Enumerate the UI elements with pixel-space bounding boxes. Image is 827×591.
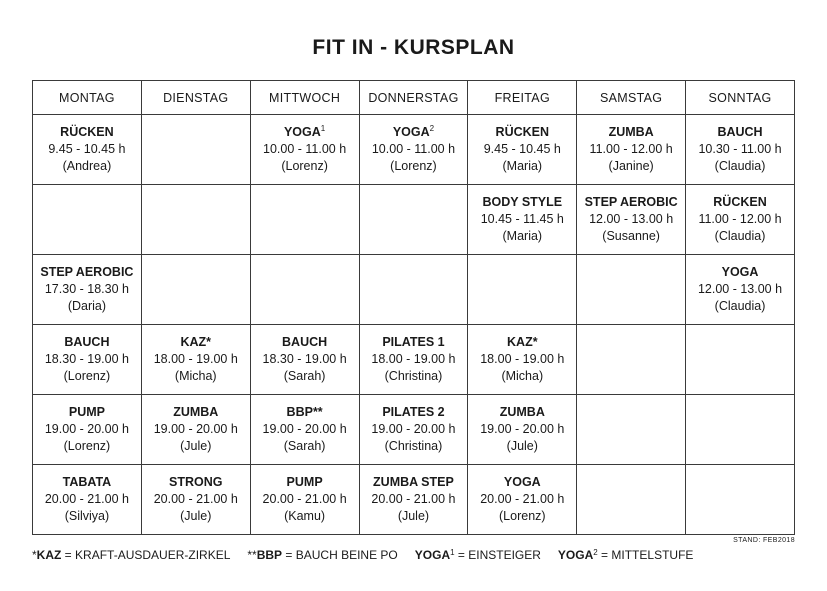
course-trainer: (Claudia) — [714, 159, 766, 173]
course-cell — [250, 325, 359, 395]
course-time: 20.00 - 21.00 h — [371, 492, 456, 506]
empty-cell — [577, 395, 686, 465]
course-name: YOGA$^2$ — [392, 124, 435, 139]
course-time: 18.00 - 19.00 h — [371, 352, 456, 366]
course-trainer: (Christina) — [384, 439, 443, 453]
legend-item: *KAZ = KRAFT-AUSDAUER-ZIRKEL — [32, 548, 231, 562]
empty-cell — [141, 255, 250, 325]
empty-cell — [686, 325, 795, 395]
course-name: ZUMBA — [499, 405, 545, 419]
course-name: STEP AEROBIC — [584, 195, 678, 209]
course-cell — [468, 115, 577, 185]
day-header: DONNERSTAG — [359, 81, 468, 115]
course-time: 20.00 - 21.00 h — [262, 492, 347, 506]
course-name: PUMP — [68, 405, 105, 419]
course-name: BODY STYLE — [482, 195, 563, 209]
table-row — [33, 255, 795, 325]
course-time: 19.00 - 20.00 h — [480, 422, 565, 436]
empty-cell — [141, 115, 250, 185]
day-header: SONNTAG — [686, 81, 795, 115]
table-row — [33, 325, 795, 395]
day-header: MITTWOCH — [250, 81, 359, 115]
page-title: FIT IN - KURSPLAN — [312, 36, 515, 59]
legend-item: **BBP = BAUCH BEINE PO — [247, 548, 398, 562]
course-trainer: (Daria) — [67, 299, 107, 313]
day-header-row — [33, 81, 795, 115]
course-trainer: (Jule) — [397, 509, 430, 523]
course-time: 18.30 - 19.00 h — [262, 352, 347, 366]
day-header: SAMSTAG — [577, 81, 686, 115]
course-time: 20.00 - 21.00 h — [44, 492, 129, 506]
course-cell — [468, 185, 577, 255]
course-trainer: (Silviya) — [64, 509, 110, 523]
course-trainer: (Jule) — [180, 509, 212, 523]
course-trainer: (Lorenz) — [63, 439, 111, 453]
course-cell — [250, 115, 359, 185]
course-cell — [686, 255, 795, 325]
empty-cell — [577, 255, 686, 325]
course-time: 18.00 - 19.00 h — [153, 352, 238, 366]
course-level-sup: 1 — [320, 124, 326, 133]
course-time: 17.30 - 18.30 h — [44, 282, 129, 296]
course-trainer: (Janine) — [608, 159, 654, 173]
table-row — [33, 185, 795, 255]
table-row — [33, 395, 795, 465]
day-header: DIENSTAG — [141, 81, 250, 115]
course-cell — [686, 185, 795, 255]
table-row — [33, 465, 795, 535]
course-name: BAUCH — [717, 125, 763, 139]
legend-item: $YOGA^2$ = MITTELSTUFE — [557, 548, 694, 562]
course-trainer: (Kamu) — [284, 509, 326, 523]
course-name: ZUMBA STEP — [373, 475, 454, 489]
course-name: ZUMBA — [608, 125, 654, 139]
course-cell — [33, 465, 142, 535]
day-header: MONTAG — [33, 81, 142, 115]
course-trainer: (Susanne) — [602, 229, 660, 243]
course-time: 18.00 - 19.00 h — [480, 352, 565, 366]
course-cell — [33, 255, 142, 325]
course-name: PUMP — [286, 475, 323, 489]
course-trainer: (Lorenz) — [390, 159, 437, 173]
empty-cell — [359, 185, 468, 255]
empty-cell — [33, 185, 142, 255]
course-name: BAUCH — [282, 335, 328, 349]
course-cell — [33, 115, 142, 185]
course-name: YOGA — [503, 475, 541, 489]
course-trainer: (Christina) — [384, 369, 443, 383]
course-trainer: (Claudia) — [714, 299, 766, 313]
course-name: KAZ* — [180, 335, 212, 349]
course-name: RÜCKEN — [495, 125, 550, 139]
course-trainer: (Claudia) — [714, 229, 766, 243]
legend-desc: = MITTELSTUFE — [597, 548, 694, 562]
day-header: FREITAG — [468, 81, 577, 115]
course-trainer: (Lorenz) — [63, 369, 111, 383]
course-name: RÜCKEN — [713, 195, 767, 209]
course-time: 19.00 - 20.00 h — [153, 422, 238, 436]
course-cell — [577, 185, 686, 255]
empty-cell — [141, 185, 250, 255]
course-name: TABATA — [62, 475, 112, 489]
table-row — [33, 115, 795, 185]
course-cell — [359, 115, 468, 185]
course-name: YOGA$^1$ — [283, 124, 326, 139]
course-time: 12.00 - 13.00 h — [697, 282, 783, 296]
course-time: 11.00 - 12.00 h — [589, 142, 673, 156]
empty-cell — [250, 185, 359, 255]
course-cell — [250, 395, 359, 465]
legend-desc: = BAUCH BEINE PO — [282, 548, 398, 562]
course-trainer: (Jule) — [506, 439, 538, 453]
course-time: 10.45 - 11.45 h — [480, 212, 564, 226]
empty-cell — [250, 255, 359, 325]
empty-cell — [577, 325, 686, 395]
course-trainer: (Lorenz) — [499, 509, 546, 523]
course-time: 9.45 - 10.45 h — [48, 142, 126, 156]
course-cell — [141, 465, 250, 535]
legend-term: YOGA — [557, 548, 594, 562]
legend — [32, 548, 710, 562]
course-time: 19.00 - 20.00 h — [44, 422, 129, 436]
course-cell — [141, 395, 250, 465]
course-time: 10.00 - 11.00 h — [371, 142, 456, 156]
stand-date: STAND: FEB2018 — [733, 537, 795, 544]
empty-cell — [686, 465, 795, 535]
course-time: 20.00 - 21.00 h — [480, 492, 565, 506]
course-time: 18.30 - 19.00 h — [44, 352, 129, 366]
course-trainer: (Lorenz) — [281, 159, 328, 173]
legend-term: BBP — [256, 548, 283, 562]
legend-item: $YOGA^1$ = EINSTEIGER — [414, 548, 541, 562]
course-cell — [359, 325, 468, 395]
course-time: 20.00 - 21.00 h — [153, 492, 238, 506]
course-name: RÜCKEN — [60, 125, 114, 139]
course-name: STEP AEROBIC — [40, 265, 134, 279]
course-name: PILATES 1 — [382, 335, 445, 349]
course-cell — [577, 115, 686, 185]
course-trainer: (Andrea) — [62, 159, 112, 173]
course-time: 19.00 - 20.00 h — [262, 422, 347, 436]
empty-cell — [468, 255, 577, 325]
course-cell — [468, 325, 577, 395]
course-trainer: (Micha) — [501, 369, 544, 383]
course-trainer: (Maria) — [502, 159, 543, 173]
course-trainer: (Micha) — [174, 369, 217, 383]
course-cell — [468, 465, 577, 535]
legend-term: YOGA — [414, 548, 451, 562]
course-cell — [33, 325, 142, 395]
course-name: PILATES 2 — [382, 405, 445, 419]
course-cell — [33, 395, 142, 465]
empty-cell — [577, 465, 686, 535]
legend-desc: = EINSTEIGER — [454, 548, 541, 562]
schedule-body — [33, 115, 795, 535]
course-name: KAZ* — [507, 335, 538, 349]
course-name: BAUCH — [64, 335, 110, 349]
course-cell — [359, 465, 468, 535]
course-cell — [250, 465, 359, 535]
course-name: BBP** — [286, 405, 323, 419]
empty-cell — [359, 255, 468, 325]
course-trainer: (Sarah) — [283, 439, 326, 453]
course-trainer: (Jule) — [180, 439, 212, 453]
course-name: ZUMBA — [173, 405, 219, 419]
course-cell — [359, 395, 468, 465]
course-name: YOGA — [721, 265, 759, 279]
course-name: STRONG — [169, 475, 223, 489]
course-schedule-table — [32, 80, 795, 535]
course-time: 10.30 - 11.00 h — [698, 142, 782, 156]
empty-cell — [686, 395, 795, 465]
course-trainer: (Maria) — [502, 229, 543, 243]
course-level-sup: 2 — [429, 124, 435, 133]
course-cell — [468, 395, 577, 465]
course-trainer: (Sarah) — [283, 369, 326, 383]
course-cell — [686, 115, 795, 185]
legend-term: KAZ — [36, 548, 62, 562]
course-time: 10.00 - 11.00 h — [263, 142, 347, 156]
course-time: 9.45 - 10.45 h — [483, 142, 561, 156]
legend-desc: = KRAFT-AUSDAUER-ZIRKEL — [61, 548, 231, 562]
course-time: 11.00 - 12.00 h — [698, 212, 782, 226]
course-time: 12.00 - 13.00 h — [589, 212, 674, 226]
course-cell — [141, 325, 250, 395]
course-time: 19.00 - 20.00 h — [371, 422, 456, 436]
